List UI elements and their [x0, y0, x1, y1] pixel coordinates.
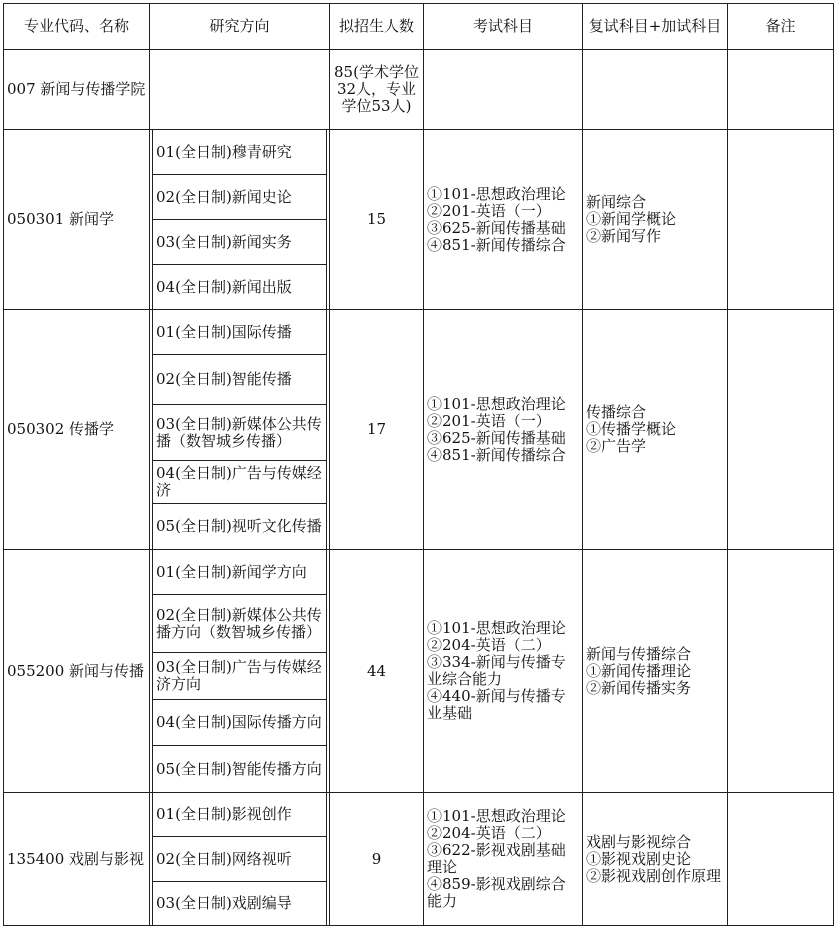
exam-subject: ③625-新闻传播基础 [427, 428, 566, 447]
exam-subject: ②201-英语（一） [427, 411, 551, 430]
exam-subjects [424, 793, 583, 926]
retest-subject: 戏剧与影视综合 [586, 832, 692, 851]
exam-subjects [424, 310, 583, 550]
college-notes-empty [728, 50, 834, 130]
major-enroll: 15 [330, 130, 424, 310]
header-code-name: 专业代码、名称 [4, 4, 150, 50]
direction-item: 01(全日制)国际传播 [152, 310, 327, 355]
direction-item: 02(全日制)智能传播 [152, 355, 327, 405]
direction-list [150, 550, 330, 793]
exam-subject: ②204-英语（二） [427, 824, 551, 842]
direction-item: 05(全日制)智能传播方向 [152, 746, 327, 792]
exam-subjects [424, 130, 583, 310]
major-notes [728, 793, 834, 926]
header-direction: 研究方向 [150, 4, 330, 50]
college-exam-empty [424, 50, 583, 130]
major-row-135400 [4, 793, 834, 926]
direction-item: 01(全日制)穆青研究 [152, 130, 327, 175]
retest-subject: ①传播学概论 [586, 420, 677, 438]
major-code-name: 050301 新闻学 [4, 130, 150, 310]
college-retest-empty [583, 50, 728, 130]
direction-item: 01(全日制)新闻学方向 [152, 550, 327, 595]
direction-item: 02(全日制)新媒体公共传播方向（数智城乡传播） [152, 595, 327, 653]
retest-subjects [583, 310, 728, 550]
direction-item: 03(全日制)新闻实务 [152, 220, 327, 265]
exam-subject: ①101-思想政治理论 [427, 184, 566, 203]
direction-item: 02(全日制)网络视听 [152, 837, 327, 882]
exam-subject: ④859-影视戏剧综合能力 [427, 875, 566, 910]
direction-item: 02(全日制)新闻史论 [152, 175, 327, 220]
exam-subject: ②201-英语（一） [427, 201, 551, 220]
exam-subject: ③622-影视戏剧基础理论 [427, 841, 566, 876]
retest-subject: ①影视戏剧史论 [586, 849, 692, 868]
major-row-050302 [4, 310, 834, 550]
exam-subject: ③334-新闻与传播专业综合能力 [427, 653, 566, 688]
direction-item: 03(全日制)广告与传媒经济方向 [152, 653, 327, 700]
college-enroll: 85(学术学位32人，专业学位53人) [330, 50, 424, 130]
direction-item: 03(全日制)新媒体公共传播（数智城乡传播） [152, 405, 327, 461]
major-notes [728, 130, 834, 310]
major-code-name: 055200 新闻与传播 [4, 550, 150, 793]
retest-subjects [583, 793, 728, 926]
header-exam: 考试科目 [424, 4, 583, 50]
exam-subjects [424, 550, 583, 793]
retest-subject: ②新闻写作 [586, 227, 662, 245]
exam-subject: ②204-英语（二） [427, 636, 551, 654]
retest-subject: ①新闻传播理论 [586, 661, 692, 680]
admissions-table [3, 3, 834, 926]
college-name: 007 新闻与传播学院 [4, 50, 150, 130]
major-notes [728, 550, 834, 793]
exam-subject: ①101-思想政治理论 [427, 619, 566, 637]
header-row [4, 4, 834, 50]
major-code-name: 050302 传播学 [4, 310, 150, 550]
direction-list [150, 793, 330, 926]
direction-item: 05(全日制)视听文化传播 [152, 504, 327, 549]
direction-item: 01(全日制)影视创作 [152, 793, 327, 837]
retest-subject: 新闻综合 [586, 193, 647, 211]
retest-subject: 传播综合 [586, 403, 647, 421]
exam-subject: ①101-思想政治理论 [427, 394, 566, 413]
retest-subject: ②新闻传播实务 [586, 678, 692, 697]
retest-subject: ①新闻学概论 [586, 210, 677, 228]
header-enroll: 拟招生人数 [330, 4, 424, 50]
header-retest: 复试科目+加试科目 [583, 4, 728, 50]
exam-subject: ④851-新闻传播综合 [427, 235, 566, 254]
direction-item: 03(全日制)戏剧编导 [152, 882, 327, 925]
exam-subject: ④851-新闻传播综合 [427, 445, 566, 464]
college-direction-empty [150, 50, 330, 130]
retest-subject: 新闻与传播综合 [586, 644, 692, 663]
exam-subject: ①101-思想政治理论 [427, 807, 566, 825]
direction-item: 04(全日制)广告与传媒经济 [152, 461, 327, 504]
retest-subject: ②广告学 [586, 437, 647, 455]
major-row-050301 [4, 130, 834, 310]
direction-item: 04(全日制)国际传播方向 [152, 700, 327, 746]
major-code-name: 135400 戏剧与影视 [4, 793, 150, 926]
major-enroll: 44 [330, 550, 424, 793]
college-row [4, 50, 834, 130]
retest-subject: ②影视戏剧创作原理 [586, 866, 722, 885]
direction-list [150, 130, 330, 310]
major-enroll: 9 [330, 793, 424, 926]
major-enroll: 17 [330, 310, 424, 550]
direction-list [150, 310, 330, 550]
exam-subject: ③625-新闻传播基础 [427, 218, 566, 237]
direction-item: 04(全日制)新闻出版 [152, 265, 327, 309]
exam-subject: ④440-新闻与传播专业基础 [427, 687, 566, 722]
retest-subjects [583, 550, 728, 793]
retest-subjects [583, 130, 728, 310]
major-row-055200 [4, 550, 834, 793]
header-notes: 备注 [728, 4, 834, 50]
major-notes [728, 310, 834, 550]
